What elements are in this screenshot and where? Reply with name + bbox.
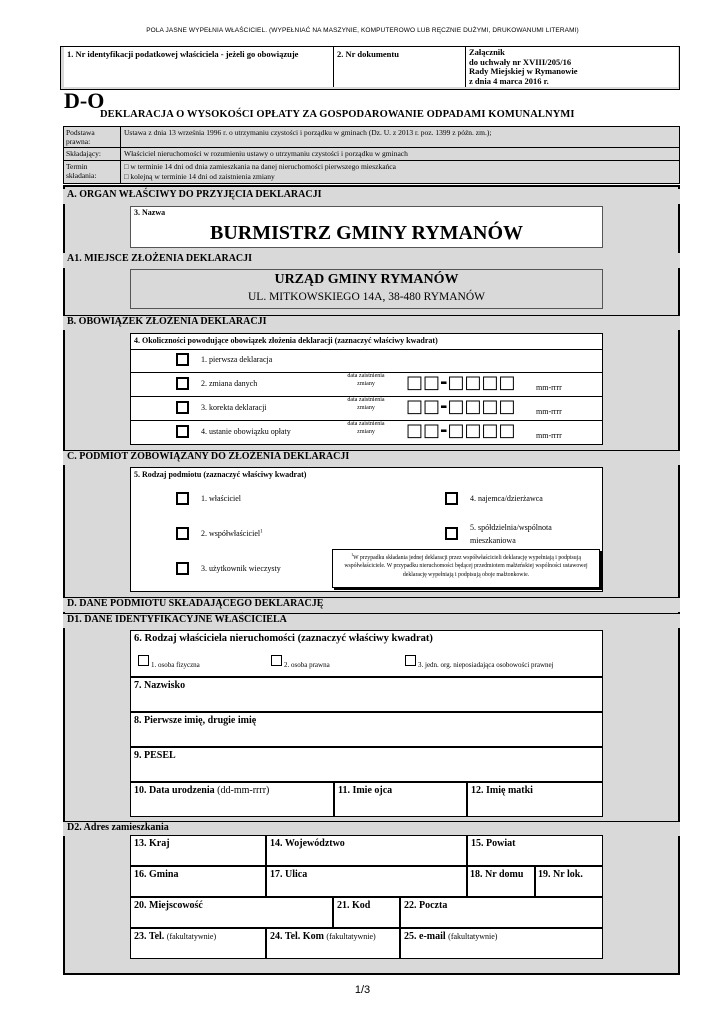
postal-code-field[interactable]	[333, 897, 400, 928]
locality-field[interactable]	[130, 897, 333, 928]
annex-line-3: Rady Miejskiej w Rymanowie	[469, 66, 578, 76]
change-date-input-4[interactable]: □□-□□□□	[406, 420, 516, 441]
apartment-number-field[interactable]	[535, 866, 603, 897]
post-office-field[interactable]	[400, 897, 603, 928]
obligation-option-4: 4. ustanie obowiązku opłaty	[201, 427, 291, 436]
street-field[interactable]	[266, 866, 467, 897]
county-label: 15. Powiat	[471, 838, 516, 849]
owner-type-natural-person: 1. osoba fizyczna	[151, 661, 200, 669]
legal-value: Ustawa z dnia 13 września 1996 r. o utrzymaniu czystości i porządku w gminach (Dz. U. z 2013 r. poz. 1399 z późn. zm.);	[121, 127, 679, 147]
entity-checkbox-5[interactable]	[445, 527, 458, 540]
legal-label: Składający:	[64, 148, 121, 160]
legal-row-submitter	[64, 148, 679, 161]
organ-name-field	[130, 206, 603, 248]
cooperative-line-2: mieszkaniowa	[470, 536, 516, 545]
footnote-text: W przypadku składania jednej deklaracji przez współwłaścicieli deklarację wypełniają i podpisują współwłaściciele. W przypadku nieruchomości będącej przedmiotem małżeńskiej wspólności ustawowej deklarację wypełniają i podpisują oboje małżonkowie.	[344, 554, 588, 578]
surname-label: 7. Nazwisko	[134, 680, 186, 691]
owner-type-checkbox-2[interactable]	[271, 655, 282, 666]
declaration-title: DEKLARACJA O WYSOKOŚCI OPŁATY ZA GOSPODAROWANIE ODPADAMI KOMUNALNYMI	[100, 109, 575, 120]
legal-value: Właściciel nieruchomości w rozumieniu ustawy o utrzymaniu czystości i porządku w gminach	[121, 148, 679, 160]
email-label: 25. e-mail	[404, 931, 446, 942]
entity-option-owner: 1. właściciel	[201, 494, 241, 503]
mother-name-label: 12. Imię matki	[471, 785, 533, 796]
entity-checkbox-2[interactable]	[176, 527, 189, 540]
section-a-title: A. ORGAN WŁAŚCIWY DO PRZYJĘCIA DEKLARACJI	[63, 189, 680, 204]
change-date-format: mm-rrrr	[536, 431, 562, 440]
submission-place-box	[130, 269, 603, 309]
tax-id-label: 1. Nr identyfikacji podatkowej właściciela - jeżeli go obowiązuje	[67, 49, 299, 59]
phone-field[interactable]	[130, 928, 266, 959]
obligation-checkbox-4[interactable]	[176, 425, 189, 438]
pesel-field[interactable]	[130, 747, 603, 782]
street-label: 17. Ulica	[270, 869, 308, 880]
obligation-option-1: 1. pierwsza deklaracja	[201, 355, 273, 364]
country-field[interactable]	[130, 835, 266, 866]
obligation-checkbox-1[interactable]	[176, 353, 189, 366]
section-d2-title: D2. Adres zamieszkania	[63, 821, 680, 836]
page-number: 1/3	[354, 984, 371, 996]
entity-checkbox-3[interactable]	[176, 562, 189, 575]
locality-label: 20. Miejscowość	[134, 900, 203, 911]
owner-type-field	[130, 630, 603, 677]
mobile-field[interactable]	[266, 928, 400, 959]
legal-label: Termin składania:	[64, 161, 121, 183]
footnote-box	[332, 549, 600, 588]
obligation-label: 4. Okoliczności powodujące obowiązek złożenia deklaracji (zaznaczyć właściwy kwadrat)	[134, 336, 438, 345]
annex-info	[466, 47, 678, 87]
change-date-caption: data zaistnienia zmiany	[347, 397, 385, 411]
municipality-field[interactable]	[130, 866, 266, 897]
office-address: UL. MITKOWSKIEGO 14A, 38-480 RYMANÓW	[247, 291, 485, 303]
annex-line-4: z dnia 4 marca 2016 r.	[469, 75, 549, 86]
mobile-label: 24. Tel. Kom	[270, 931, 324, 942]
footnote-box-mark: 1	[351, 552, 354, 557]
legal-row-deadline	[64, 161, 679, 183]
change-date-caption: data zaistnienia zmiany	[347, 373, 385, 387]
legal-row-basis	[64, 127, 679, 148]
obligation-divider	[131, 349, 602, 350]
organ-name: BURMISTRZ GMINY RYMANÓW	[210, 222, 523, 244]
office-name: URZĄD GMINY RYMANÓW	[274, 272, 459, 287]
change-date-format: mm-rrrr	[536, 383, 562, 392]
deadline-option-2[interactable]: □ kolejną w terminie 14 dni od zaistnienia zmiany	[124, 172, 275, 181]
phone-optional: (fakultatywnie)	[166, 932, 217, 941]
legal-deadline-values	[121, 161, 679, 183]
owner-type-label: 6. Rodzaj właściciela nieruchomości (zaznaczyć właściwy kwadrat)	[134, 633, 433, 644]
country-label: 13. Kraj	[134, 838, 170, 849]
email-optional: (fakultatywnie)	[448, 932, 498, 941]
legal-basis-table	[63, 126, 680, 184]
postal-code-label: 21. Kod	[337, 900, 371, 911]
first-names-field[interactable]	[130, 712, 603, 747]
birth-date-field[interactable]	[130, 782, 334, 817]
document-number-field[interactable]	[334, 47, 466, 87]
voivodeship-field[interactable]	[266, 835, 467, 866]
voivodeship-label: 14. Województwo	[270, 838, 345, 849]
entity-type-label: 5. Rodzaj podmiotu (zaznaczyć właściwy kwadrat)	[134, 470, 307, 479]
county-field[interactable]	[467, 835, 603, 866]
obligation-option-2: 2. zmiana danych	[201, 379, 258, 388]
annex-line-1: Załącznik	[469, 47, 505, 57]
pesel-label: 9. PESEL	[134, 750, 176, 761]
legal-label: Podstawa prawna:	[64, 127, 121, 147]
deadline-option-1[interactable]: □ w terminie 14 dni od dnia zamieszkania na danej nieruchomości pierwszego mieszkańca	[124, 162, 396, 171]
footnote-mark: 1	[260, 529, 263, 535]
section-a1-title: A1. MIEJSCE ZŁOŻENIA DEKLARACJI	[63, 253, 680, 268]
annex-line-2: do uchwały nr XVIII/205/16	[469, 56, 572, 67]
post-office-label: 22. Poczta	[404, 900, 448, 911]
document-number-label: 2. Nr dokumentu	[337, 49, 399, 59]
entity-option-tenant: 4. najemca/dzierżawca	[470, 494, 543, 503]
house-number-label: 18. Nr domu	[470, 869, 524, 880]
entity-checkbox-4[interactable]	[445, 492, 458, 505]
obligation-checkbox-2[interactable]	[176, 377, 189, 390]
organ-name-label: 3. Nazwa	[134, 208, 166, 217]
father-name-label: 11. Imie ojca	[338, 785, 393, 796]
entity-option-perpetual-user: 3. użytkownik wieczysty	[201, 564, 281, 573]
section-b-title: B. OBOWIĄZEK ZŁOŻENIA DEKLARACJI	[63, 315, 680, 330]
change-date-input-3[interactable]: □□-□□□□	[406, 396, 516, 417]
top-instruction-note: POLA JASNE WYPEŁNIA WŁAŚCICIEL. (WYPEŁNIAĆ NA MASZYNIE, KOMPUTEROWO LUB RĘCZNIE DUŻYMI, DRUKOWANUMI LITERAMI)	[146, 27, 579, 34]
mobile-optional: (fakultatywnie)	[326, 932, 376, 941]
email-field[interactable]	[400, 928, 603, 959]
owner-type-checkbox-1[interactable]	[138, 655, 149, 666]
obligation-checkbox-3[interactable]	[176, 401, 189, 414]
obligation-option-3: 3. korekta deklaracji	[201, 403, 267, 412]
change-date-input-2[interactable]: □□-□□□□	[406, 372, 516, 393]
owner-type-legal-person: 2. osoba prawna	[284, 661, 330, 669]
municipality-label: 16. Gmina	[134, 869, 179, 880]
section-d-title: D. DANE PODMIOTU SKŁADAJĄCEGO DEKLARACJĘ	[63, 597, 680, 612]
entity-option-co-owner	[201, 529, 263, 538]
cooperative-line-1: 5. spółdzielnia/wspólnota	[470, 523, 552, 532]
owner-type-org-unit: 3. jedn. org. nieposiadająca osobowości prawnej	[418, 661, 554, 669]
first-names-label: 8. Pierwsze imię, drugie imię	[134, 715, 257, 726]
entity-checkbox-1[interactable]	[176, 492, 189, 505]
change-date-caption: data zaistnienia zmiany	[347, 421, 385, 435]
surname-field[interactable]	[130, 677, 603, 712]
section-d1-title: D1. DANE IDENTYFIKACYJNE WŁAŚCICIELA	[63, 613, 680, 628]
form-code: D-O	[64, 88, 105, 113]
entity-option-cooperative	[470, 521, 552, 547]
change-date-format: mm-rrrr	[536, 407, 562, 416]
birth-date-hint: (dd-mm-rrrr)	[217, 785, 270, 796]
apartment-number-label: 19. Nr lok.	[538, 869, 583, 880]
co-owner-text: 2. współwłaściciel	[201, 529, 261, 538]
house-number-field[interactable]	[467, 866, 535, 897]
mother-name-field[interactable]	[467, 782, 603, 817]
father-name-field[interactable]	[334, 782, 467, 817]
birth-date-label: 10. Data urodzenia	[134, 785, 215, 796]
section-c-title: C. PODMIOT ZOBOWIĄZANY DO ZŁOŻENIA DEKLARACJI	[63, 450, 680, 465]
tax-id-field[interactable]	[64, 47, 334, 87]
owner-type-checkbox-3[interactable]	[405, 655, 416, 666]
phone-label: 23. Tel.	[134, 931, 165, 942]
